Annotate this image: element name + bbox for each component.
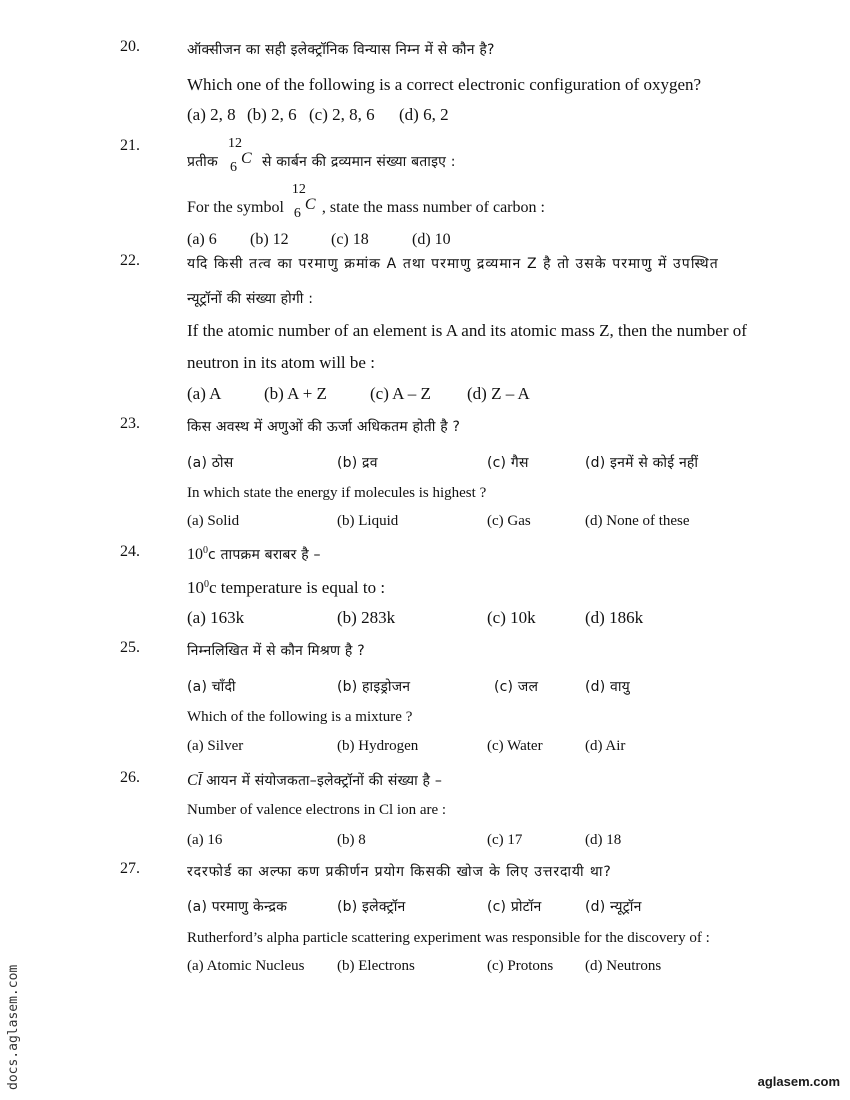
option-c: (c) 17: [487, 832, 523, 848]
option-c: (c) Gas: [487, 513, 531, 529]
option-a: (a) Solid: [187, 513, 240, 529]
option-b: (b) 8: [337, 832, 366, 848]
option-b: (b) 2, 6: [247, 105, 297, 124]
option-a: (a) ठोस: [187, 455, 234, 471]
carbon-isotope-symbol: [291, 182, 316, 221]
question-text-hindi: [187, 771, 442, 790]
temperature-value: 10: [187, 546, 203, 563]
option-b: (b) Hydrogen: [337, 738, 419, 754]
option-a: (a) परमाणु केन्द्रक: [187, 899, 288, 915]
mass-number: 12: [291, 182, 306, 197]
question-number: 25.: [120, 639, 140, 656]
option-a: (a) Silver: [187, 738, 244, 754]
question-number: 22.: [120, 252, 140, 269]
option-a: (a) Atomic Nucleus: [187, 958, 305, 974]
english-prefix: For the symbol: [187, 199, 284, 216]
english-suffix: c temperature is equal to :: [209, 578, 386, 597]
option-d: (d) 6, 2: [399, 105, 449, 124]
question-text-english-line2: neutron in its atom will be :: [187, 353, 375, 372]
question-number: 27.: [120, 860, 140, 877]
question-number: 21.: [120, 137, 140, 154]
question-text-hindi: रदरफोर्ड का अल्फा कण प्रकीर्णन प्रयोग किसकी खोज के लिए उत्तरदायी था?: [187, 864, 612, 880]
option-d: (d) इनमें से कोई नहीं: [585, 455, 699, 471]
option-a: (a) A: [187, 384, 222, 403]
question-number: 24.: [120, 543, 140, 560]
atomic-number: 6: [293, 206, 301, 221]
option-b: (b) 12: [250, 231, 289, 248]
option-d: (d) 10: [412, 231, 451, 248]
option-a: (a) 163k: [187, 608, 245, 627]
element-symbol: C: [304, 196, 316, 213]
option-b: (b) Liquid: [337, 513, 399, 529]
option-c: (c) A – Z: [370, 384, 431, 403]
footer-watermark-link[interactable]: aglasem.com: [757, 1074, 840, 1089]
question-text-english: [187, 182, 545, 221]
option-d: (d) None of these: [585, 513, 690, 529]
option-b: (b) Electrons: [337, 958, 415, 974]
option-c: (c) Water: [487, 738, 543, 754]
option-a: (a) 6: [187, 231, 217, 248]
question-number: 26.: [120, 769, 140, 786]
option-d: (d) 186k: [585, 608, 644, 627]
option-d: (d) 18: [585, 832, 622, 848]
question-text-english-line1: If the atomic number of an element is A and its atomic mass Z, then the number of: [187, 321, 747, 340]
option-c: (c) गैस: [487, 455, 529, 471]
atomic-number: 6: [229, 160, 237, 175]
english-suffix: , state the mass number of carbon :: [321, 199, 545, 216]
element-symbol: C: [240, 150, 252, 167]
option-c: (c) 2, 8, 6: [309, 105, 375, 124]
question-text-english: In which state the energy if molecules is highest ?: [187, 485, 487, 501]
side-watermark: docs.aglasem.com: [6, 964, 21, 1090]
question-text-english: Rutherford’s alpha particle scattering experiment was responsible for the discovery of :: [187, 930, 710, 946]
question-text-hindi: [187, 545, 321, 564]
option-b: (b) हाइड्रोजन: [337, 679, 411, 695]
option-c: (c) 10k: [487, 608, 536, 627]
hindi-suffix: से कार्बन की द्रव्यमान संख्या बताइए :: [261, 154, 456, 170]
option-b: (b) 283k: [337, 608, 396, 627]
mass-number: 12: [227, 136, 242, 151]
option-d: (d) न्यूट्रॉन: [585, 899, 642, 915]
option-a: (a) चाँदी: [187, 679, 236, 695]
option-b: (b) A + Z: [264, 384, 327, 403]
option-c: (c) 18: [331, 231, 369, 248]
option-b: (b) द्रव: [337, 455, 378, 471]
option-d: (d) Air: [585, 738, 626, 754]
question-number: 20.: [120, 38, 140, 55]
chloride-ion-symbol: Cl̄: [187, 772, 203, 789]
degree-superscript: 0: [204, 579, 209, 590]
degree-superscript: 0: [203, 545, 208, 556]
option-a: (a) 2, 8: [187, 105, 236, 124]
question-number: 23.: [120, 415, 140, 432]
question-text-hindi-line1: यदि किसी तत्व का परमाणु क्रमांक A तथा परमाणु द्रव्यमान Z है तो उसके परमाणु में उपस्थित: [187, 256, 719, 272]
hindi-suffix: c तापक्रम बराबर है –: [208, 547, 321, 563]
question-text-hindi: [187, 136, 456, 175]
option-d: (d) Neutrons: [585, 958, 662, 974]
hindi-prefix: प्रतीक: [187, 154, 218, 170]
question-text-hindi-line2: न्यूट्रॉनों की संख्या होगी :: [187, 291, 314, 307]
option-d: (d) Z – A: [467, 384, 530, 403]
hindi-suffix: आयन में संयोजकता–इलेक्ट्रॉनों की संख्या है –: [206, 773, 443, 789]
question-text-hindi: ऑक्सीजन का सही इलेक्ट्रॉनिक विन्यास निम्न में से कौन है?: [187, 42, 495, 58]
option-c: (c) प्रोटॉन: [487, 899, 542, 915]
carbon-isotope-symbol: [227, 136, 252, 175]
question-text-hindi: किस अवस्थ में अणुओं की ऊर्जा अधिकतम होती है ?: [187, 419, 461, 435]
option-a: (a) 16: [187, 832, 223, 848]
question-text-english: Which of the following is a mixture ?: [187, 709, 413, 725]
question-text-english: Number of valence electrons in Cl ion are :: [187, 802, 447, 818]
option-b: (b) इलेक्ट्रॉन: [337, 899, 406, 915]
option-c: (c) जल: [494, 679, 539, 695]
question-text-english: [187, 578, 385, 598]
temperature-value: 10: [187, 578, 204, 597]
question-text-hindi: निम्नलिखित में से कौन मिश्रण है ?: [187, 643, 365, 659]
question-text-english: Which one of the following is a correct electronic configuration of oxygen?: [187, 75, 702, 94]
option-c: (c) Protons: [487, 958, 554, 974]
option-d: (d) वायु: [585, 679, 630, 695]
